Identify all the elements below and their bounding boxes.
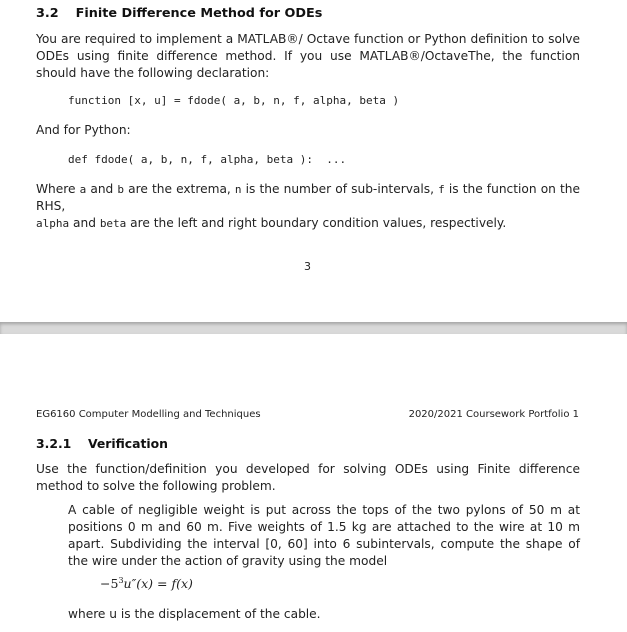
python-label: And for Python: xyxy=(36,123,131,137)
section-title: Finite Difference Method for ODEs xyxy=(75,6,323,21)
text-fragment: is the number of sub-intervals, xyxy=(241,182,439,196)
text-fragment: and xyxy=(86,182,118,196)
code-alpha: alpha xyxy=(36,217,70,230)
text-fragment: are the extrema, xyxy=(124,182,235,196)
equation-body: u″(x) = f(x) xyxy=(123,576,193,591)
running-header-left: EG6160 Computer Modelling and Techniques xyxy=(36,409,261,420)
running-header-right: 2020/2021 Coursework Portfolio 1 xyxy=(408,409,579,420)
subsection-title: Verification xyxy=(87,436,169,451)
python-declaration-code: def fdode( a, b, n, f, alpha, beta ): ... xyxy=(68,153,347,166)
subsection-number: 3.2.1 xyxy=(36,436,72,451)
section-heading xyxy=(36,6,322,21)
text-fragment: and xyxy=(69,216,100,230)
matlab-declaration-code: function [x, u] = fdode( a, b, n, f, alpha, beta ) xyxy=(68,94,400,107)
text-fragment: Where xyxy=(36,182,80,196)
intro-paragraph: You are required to implement a MATLAB®/ Octave function or Python definition to solve ODEs using finite difference method. If you use MATLAB®/OctaveThe, the function should have the following declaration: xyxy=(36,32,580,80)
subsection-heading xyxy=(36,436,168,451)
page-separator xyxy=(0,322,627,334)
section-number: 3.2 xyxy=(36,6,59,21)
code-n: n xyxy=(234,183,242,196)
text-fragment: is the function on the RHS, xyxy=(36,182,580,213)
closing-paragraph: where u is the displacement of the cable. xyxy=(68,607,321,621)
text-fragment: are the left and right boundary condition values, respectively. xyxy=(126,216,507,230)
equation-exponent: 3 xyxy=(118,575,124,585)
code-beta: beta xyxy=(99,217,127,230)
equation-coefficient: −5 xyxy=(100,576,119,591)
page-number: 3 xyxy=(304,260,311,273)
instruction-paragraph: Use the function/definition you developed for solving ODEs using Finite difference method to solve the following problem. xyxy=(36,462,580,493)
code-f: f xyxy=(438,183,445,196)
code-b: b xyxy=(117,183,125,196)
document-page-4 xyxy=(0,334,627,632)
model-equation xyxy=(100,576,193,591)
code-a: a xyxy=(79,183,87,196)
parameter-description xyxy=(36,181,580,232)
problem-statement: A cable of negligible weight is put across the tops of the two pylons of 50 m at positions 0 m and 60 m. Five weights of 1.5 kg are attached to the wire at 10 m apart. Subdividing the interval [0, 60] into 6 subintervals, compute the shape of the wire under the action of gravity using the model xyxy=(68,503,580,568)
